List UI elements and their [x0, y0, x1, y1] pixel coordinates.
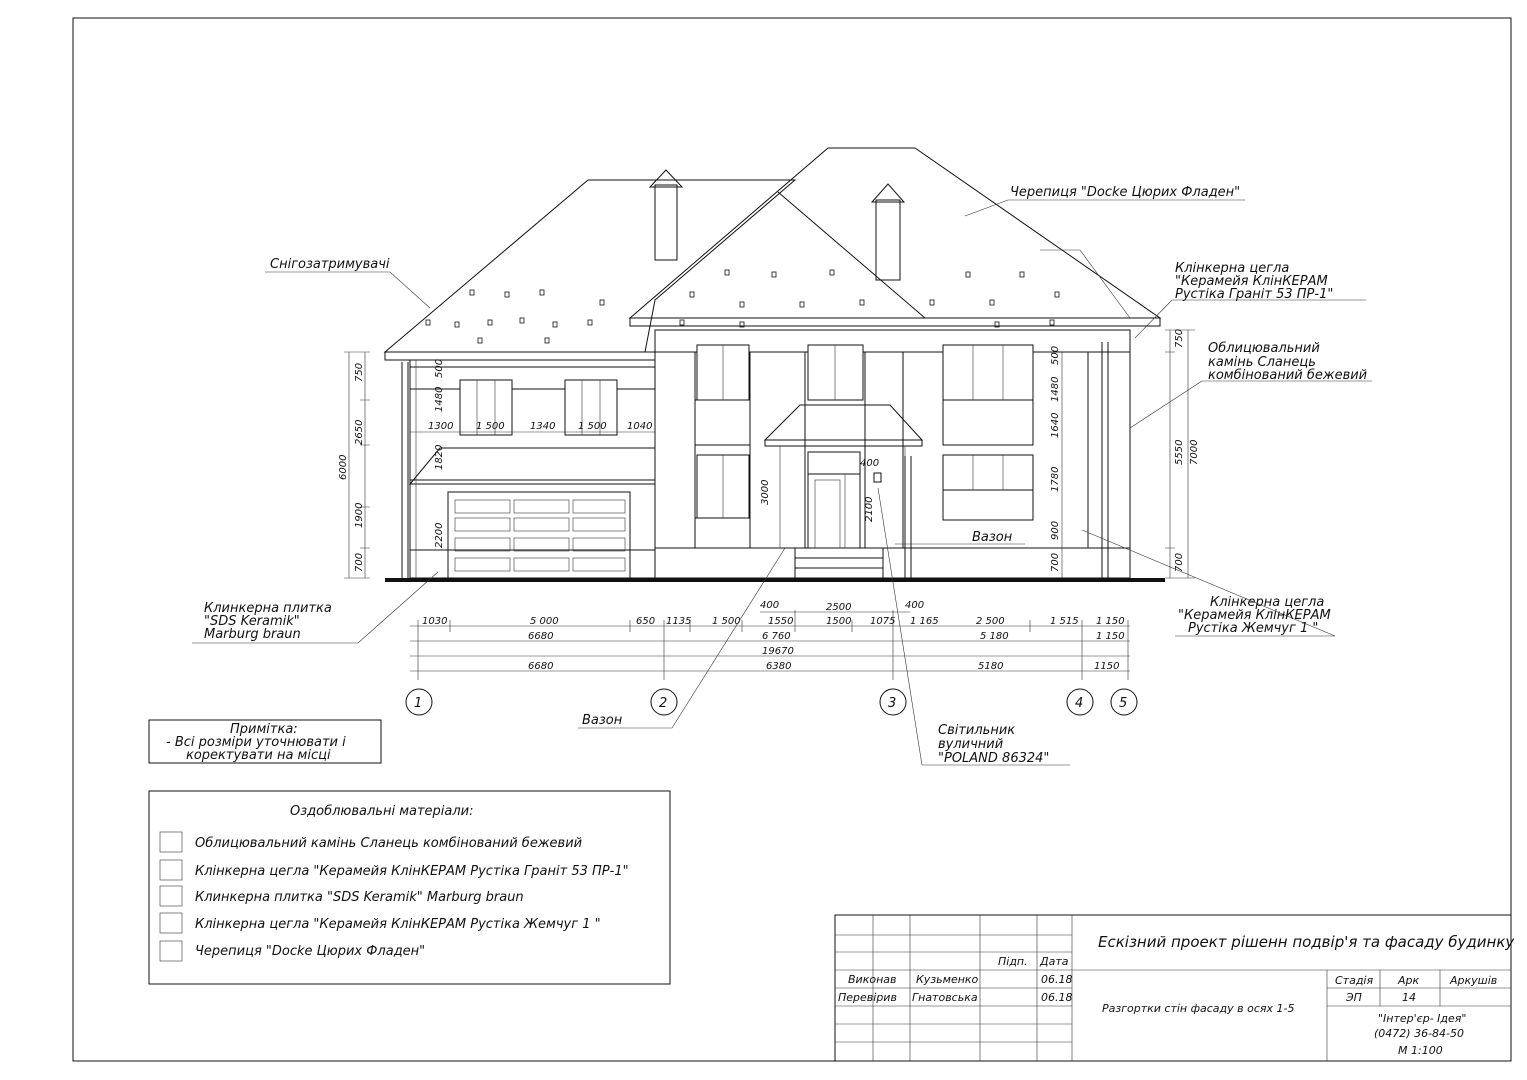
legend-swatch-roof [160, 941, 182, 961]
dim-r1-1030: 1030 [422, 616, 448, 627]
dim-left-inner-2200: 2200 [434, 522, 445, 548]
callout-planter-left: Вазон [582, 713, 623, 728]
dim-win-1500b: 1 500 [578, 421, 607, 432]
dim-r1-1550: 1550 [768, 616, 794, 627]
axis-label-3: 3 [888, 696, 897, 711]
dim-win-1300: 1300 [428, 421, 454, 432]
callout-lamp-l1: Світильник [938, 723, 1016, 738]
note-title: Примітка: [230, 722, 298, 737]
callout-planter-right: Вазон [972, 530, 1013, 545]
callout-granite-l3: Рустіка Граніт 53 ПР-1" [1175, 287, 1334, 302]
dim-r4-1150: 1150 [1094, 661, 1120, 672]
dim-left-700: 700 [354, 552, 365, 572]
callout-stone-l2: камінь Сланець [1208, 355, 1316, 370]
legend-item-tile: Клинкерна плитка "SDS Keramik" Marburg braun [195, 890, 524, 905]
dim-left-2650: 2650 [354, 419, 365, 445]
tb-phone: (0472) 36-84-50 [1374, 1027, 1465, 1040]
callout-roof-tile: Черепиця "Docke Цюрих Фладен" [1010, 185, 1241, 200]
dim-right-inner-700: 700 [1050, 552, 1061, 572]
dim-win-1500a: 1 500 [476, 421, 505, 432]
dim-right-5550: 5550 [1174, 439, 1185, 465]
callout-granite-l2: "Керамейя КлінКЕРАМ [1175, 274, 1328, 289]
dim-left-750: 750 [354, 362, 365, 382]
dim-left-inner-500: 500 [434, 358, 445, 378]
window-row-dims [410, 421, 655, 432]
axis-label-1: 1 [414, 696, 423, 711]
callout-pearl-l3: Рустіка Жемчуг 1 " [1188, 621, 1319, 636]
dim-r0-400a: 400 [760, 600, 780, 611]
tb-company: "Інтер'єр- Ідея" [1378, 1012, 1467, 1025]
tb-checked-name: Гнатовська [912, 991, 978, 1004]
tb-sheets: Аркушів [1450, 974, 1498, 987]
dim-row3 [762, 646, 794, 657]
callout-stone-l3: комбінований бежевий [1208, 368, 1368, 383]
dim-right-7000: 7000 [1189, 439, 1200, 465]
dim-left-inner-1820: 1820 [434, 444, 445, 470]
callout-lamp [938, 723, 1049, 766]
dim-r2-5180: 5 180 [980, 631, 1009, 642]
callout-tile-l2: "SDS Keramik" [204, 614, 300, 629]
dim-r1-1500b: 1500 [826, 616, 852, 627]
callout-pearl-l1: Клінкерна цегла [1210, 595, 1325, 610]
dim-r4-6680: 6680 [528, 661, 554, 672]
tb-sign: Підп. [998, 955, 1028, 968]
dim-r1-1135: 1135 [666, 616, 692, 627]
title-block [835, 915, 1515, 1061]
axis-label-5: 5 [1119, 696, 1128, 711]
dim-r4-6380: 6380 [766, 661, 792, 672]
dim-left-1900: 1900 [354, 502, 365, 528]
dim-r2-6760: 6 760 [762, 631, 791, 642]
dim-r1-1075: 1075 [870, 616, 896, 627]
chimney-left [655, 185, 677, 260]
legend-swatch-stone [160, 832, 182, 852]
right-vertical-labels [1050, 329, 1200, 572]
dim-right-750: 750 [1174, 328, 1185, 348]
dim-r1-650: 650 [636, 616, 656, 627]
axis-label-4: 4 [1075, 696, 1084, 711]
callout-tile [204, 601, 332, 642]
legend-item-granite: Клінкерна цегла "Керамейя КлінКЕРАМ Рустіка Граніт 53 ПР-1" [195, 864, 629, 879]
legend-swatch-granite [160, 860, 182, 880]
dim-r1-1500: 1 500 [712, 616, 741, 627]
dim-win-1040: 1040 [627, 421, 653, 432]
dim-left-inner-1480: 1480 [434, 386, 445, 412]
dim-r0-2500: 2500 [826, 602, 852, 613]
legend-item-stone: Облицювальний камінь Сланець комбінований бежевий [195, 836, 583, 851]
callout-tile-l3: Marburg braun [204, 627, 301, 642]
callout-granite [1175, 261, 1333, 302]
legend-title: Оздоблювальні матеріали: [290, 804, 474, 819]
tb-checked-date: 06.18 [1041, 991, 1073, 1004]
dim-row1 [422, 616, 1125, 627]
garage-door [448, 492, 630, 578]
dim-row0 [760, 600, 924, 613]
dim-r0-400b: 400 [905, 600, 925, 611]
callout-tile-l1: Клинкерна плитка [204, 601, 332, 616]
tb-stage: Стадія [1335, 974, 1374, 987]
dim-right-700: 700 [1174, 552, 1185, 572]
dim-r2-6680: 6680 [528, 631, 554, 642]
axis-markers [406, 689, 1137, 715]
dim-right-inner-1480: 1480 [1050, 376, 1061, 402]
dim-r1-2500: 2 500 [976, 616, 1005, 627]
ground-line [385, 578, 1165, 582]
dim-right-inner-900: 900 [1050, 520, 1061, 540]
legend-swatch-pearl [160, 913, 182, 933]
tb-performed-date: 06.18 [1041, 973, 1073, 986]
callout-pearl-l2: "Керамейя КлінКЕРАМ [1178, 608, 1331, 623]
dim-right-inner-1640: 1640 [1050, 412, 1061, 438]
note-box [149, 720, 381, 763]
dim-r4-5180: 5180 [978, 661, 1004, 672]
dim-row2 [528, 631, 1125, 642]
roof [385, 148, 1160, 360]
legend-item-pearl: Клінкерна цегла "Керамейя КлінКЕРАМ Рустіка Жемчуг 1 " [195, 917, 601, 932]
callout-lamp-l3: "POLAND 86324" [938, 751, 1050, 766]
dim-r2-1150: 1 150 [1096, 631, 1125, 642]
dim-r1-5000: 5 000 [530, 616, 559, 627]
legend-swatch-tile [160, 886, 182, 906]
dim-door-2100: 2100 [864, 496, 875, 522]
dim-right-inner-500: 500 [1050, 345, 1061, 365]
callout-snow-guards: Снігозатримувачі [270, 257, 390, 272]
dim-r3-19670: 19670 [762, 646, 794, 657]
axis-label-2: 2 [659, 696, 668, 711]
lamp-icon [874, 473, 881, 482]
tb-sheet: Арк [1398, 974, 1420, 987]
callout-lamp-l2: вуличний [938, 737, 1004, 752]
legend-item-roof: Черепиця "Docke Цюрих Фладен" [195, 944, 426, 959]
door-dimension-labels [760, 458, 879, 522]
materials-legend [149, 791, 670, 984]
note-line1: - Всі розміри уточнювати і [166, 735, 346, 750]
callout-stone [1208, 341, 1367, 383]
callout-pearl [1178, 595, 1331, 636]
tb-sheet-title: Разгортки стін фасаду в осях 1-5 [1102, 1002, 1295, 1015]
tb-date: Дата [1040, 955, 1069, 968]
left-vertical-labels [338, 359, 445, 572]
tb-performed: Виконав [848, 973, 897, 986]
dim-win-1340: 1340 [530, 421, 556, 432]
dim-row4 [528, 661, 1119, 672]
chimney-right [876, 200, 900, 280]
dim-left-6000: 6000 [338, 454, 349, 480]
dim-right-inner-1780: 1780 [1050, 466, 1061, 492]
note-line2: коректувати на місці [186, 748, 331, 763]
tb-checked: Перевірив [838, 991, 897, 1004]
dim-door-400: 400 [860, 458, 880, 469]
dim-r1-1150: 1 150 [1096, 616, 1125, 627]
entrance-porch [765, 405, 922, 578]
dim-r1-1515: 1 515 [1050, 616, 1079, 627]
tb-project: Ескізний проект рішенн подвір'я та фасаду будинку [1098, 933, 1515, 951]
dim-r1-1165: 1 165 [910, 616, 939, 627]
tb-sheet-val: 14 [1402, 991, 1416, 1004]
callout-granite-l1: Клінкерна цегла [1175, 261, 1290, 276]
tb-scale: М 1:100 [1398, 1044, 1443, 1057]
dim-door-3000: 3000 [760, 479, 771, 505]
tb-stage-val: ЭП [1346, 991, 1362, 1004]
callout-stone-l1: Облицювальний [1208, 341, 1320, 356]
tb-performed-name: Кузьменко [916, 973, 979, 986]
